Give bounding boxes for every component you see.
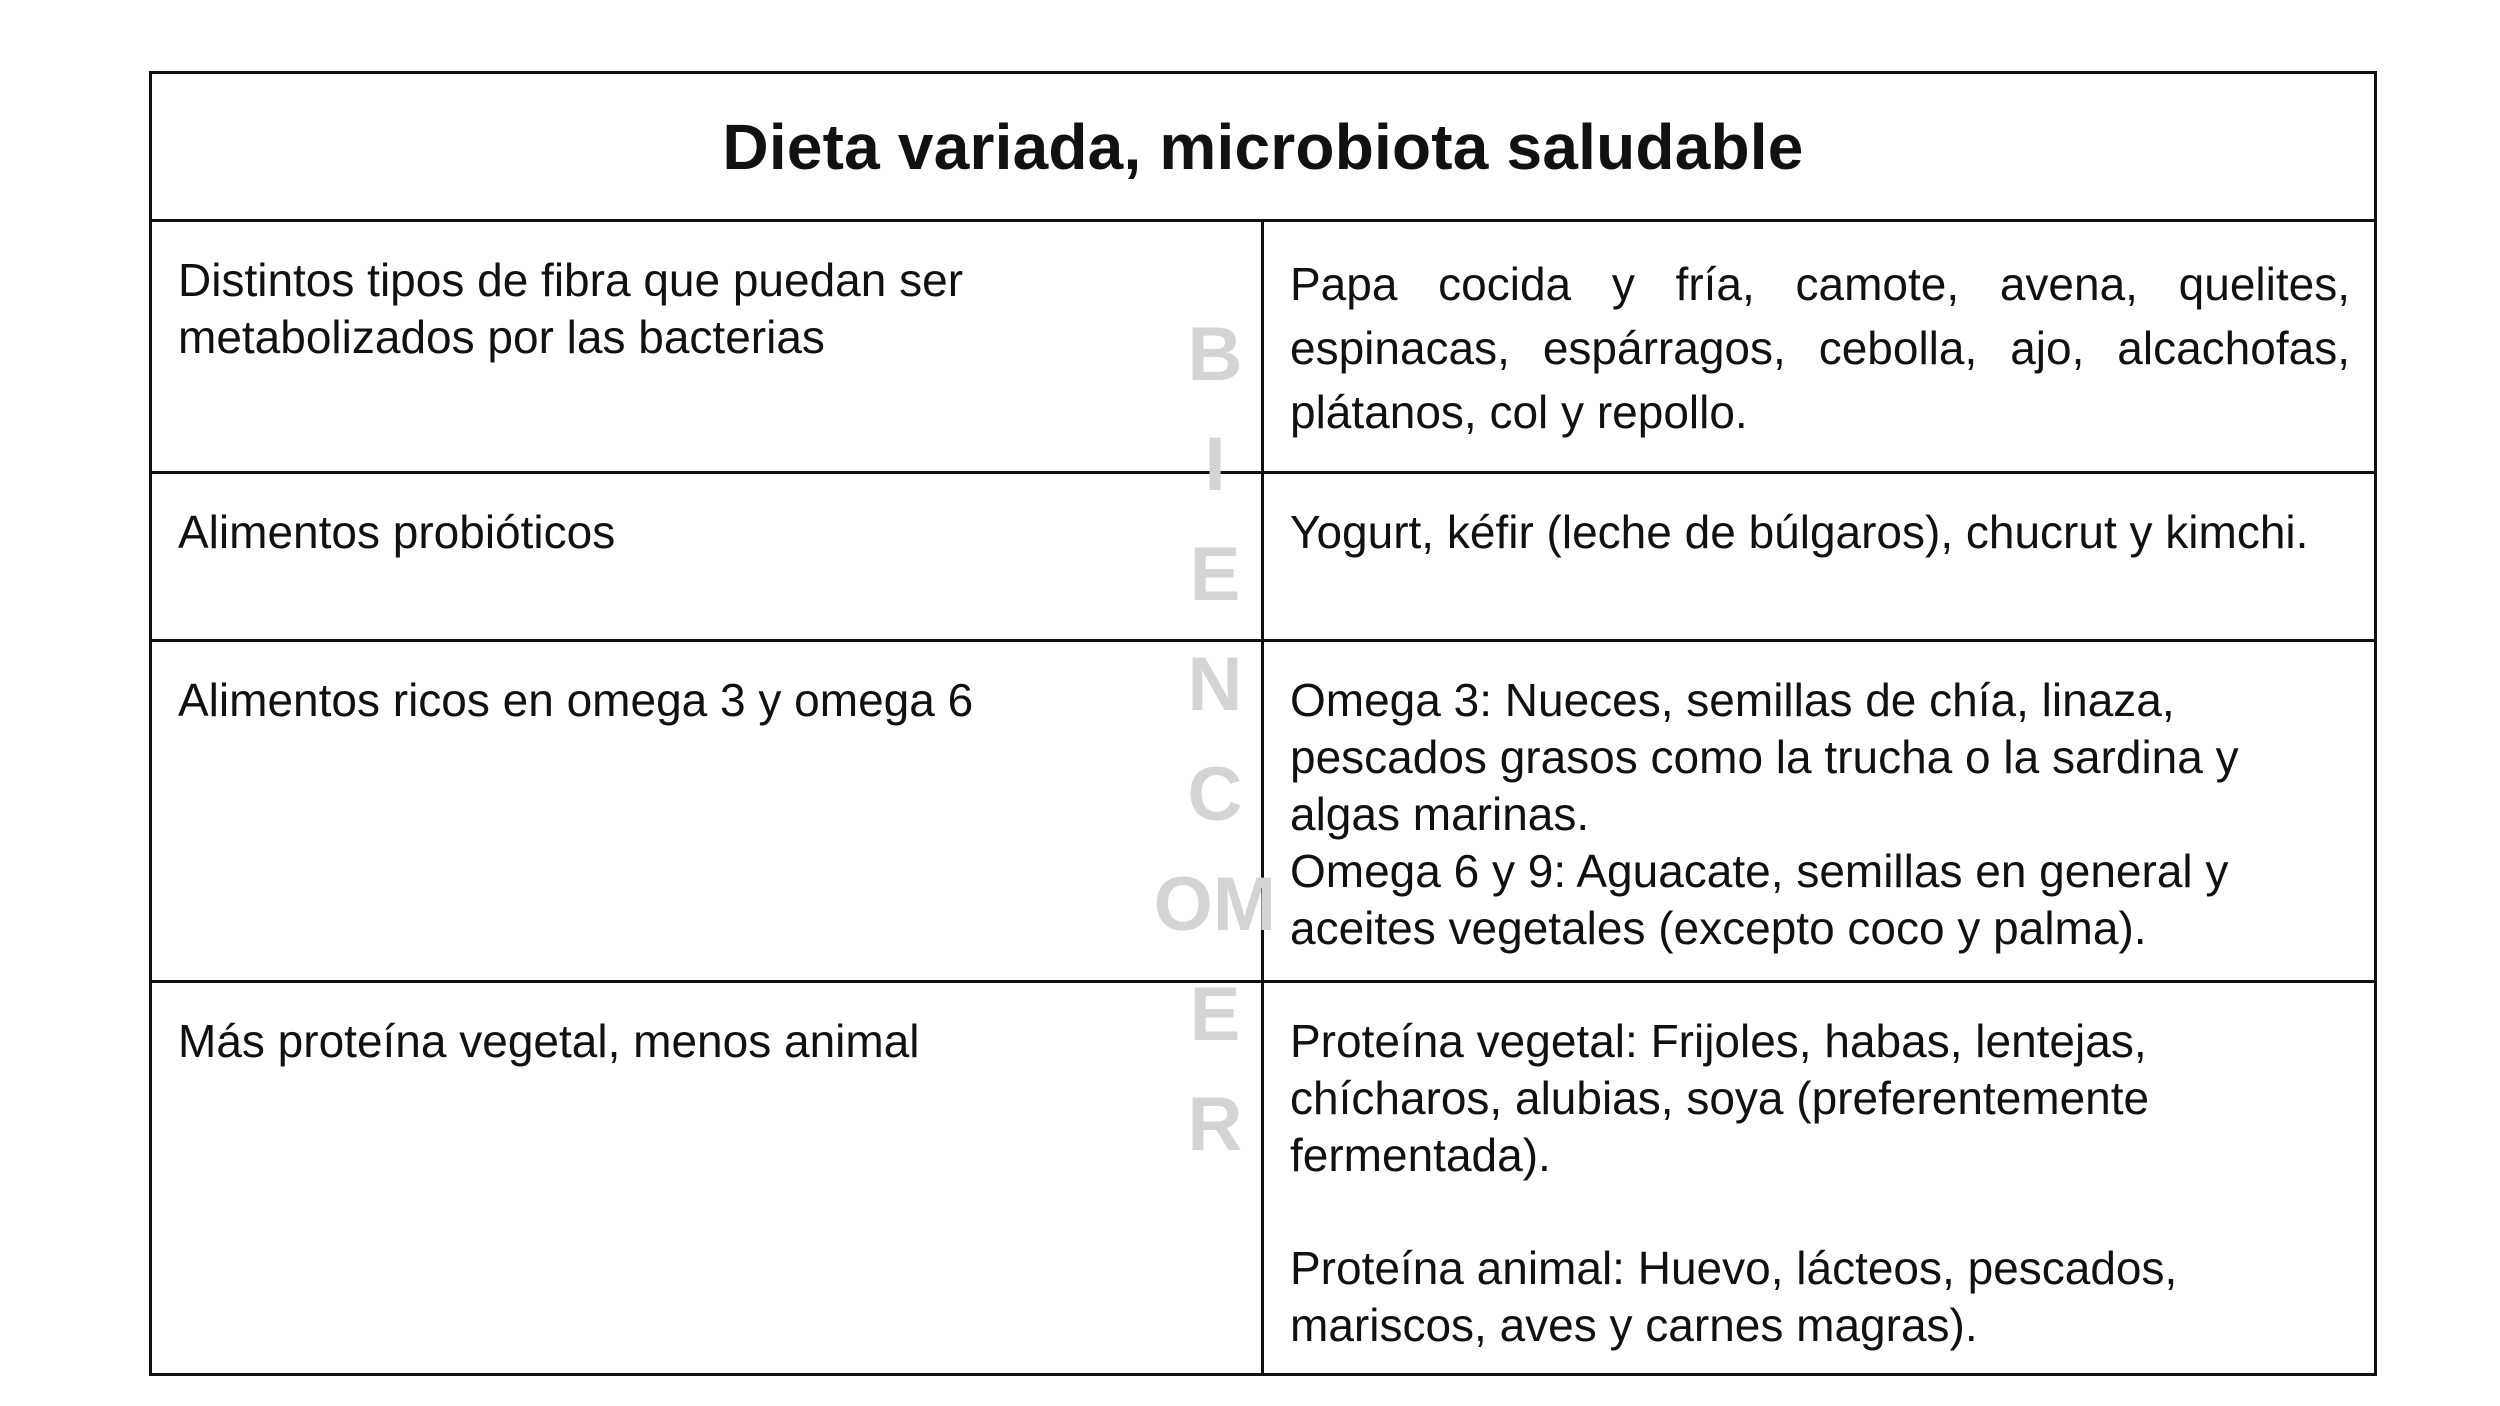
foods-cell (1264, 474, 2374, 639)
watermark-letter: I (1204, 422, 1226, 507)
table-row (152, 983, 2374, 1373)
watermark-letter: R (1187, 1082, 1243, 1167)
foods-text: Papa cocida y fría, camote, avena, quelites, espinacas, espárragos, cebolla, ajo, alcachofas, plátanos, col y repollo. (1290, 258, 2350, 438)
watermark-letter: E (1189, 532, 1241, 617)
foods-cell (1264, 222, 2374, 471)
table-row (152, 474, 2374, 642)
table-row (152, 642, 2374, 983)
watermark-letter: N (1187, 642, 1243, 727)
diet-table (149, 71, 2377, 1376)
watermark-letter: E (1189, 972, 1241, 1057)
table-title: Dieta variada, microbiota saludable (722, 110, 1804, 183)
table-header (152, 74, 2374, 222)
category-cell: Más proteína vegetal, menos animal (152, 983, 1264, 1373)
category-cell: Alimentos ricos en omega 3 y omega 6 (152, 642, 1264, 980)
foods-text-animal: Proteína animal: Huevo, lácteos, pescados, mariscos, aves y carnes magras). (1290, 1242, 2178, 1351)
foods-text-omega3: Omega 3: Nueces, semillas de chía, linaza, pescados grasos como la trucha o la sardina y algas marinas. (1290, 674, 2239, 840)
foods-text-omega6: Omega 6 y 9: Aguacate, semillas en general y aceites vegetales (excepto coco y palma). (1290, 845, 2229, 954)
table-row (152, 222, 2374, 474)
foods-text: Yogurt, kéfir (leche de búlgaros), chucrut y kimchi. (1290, 506, 2309, 558)
foods-cell (1264, 642, 2374, 980)
foods-cell (1264, 983, 2374, 1373)
watermark-letter: C (1187, 752, 1243, 837)
category-cell: Alimentos probióticos (152, 474, 1264, 639)
foods-text-vegetal: Proteína vegetal: Frijoles, habas, lentejas, chícharos, alubias, soya (preferentemente fermentada). (1290, 1015, 2150, 1181)
paragraph-gap (1290, 1184, 2350, 1240)
watermark-letter: OM (1153, 862, 1277, 947)
watermark-letter: B (1187, 312, 1243, 397)
category-cell: Distintos tipos de fibra que puedan ser metabolizados por las bacterias (152, 222, 1264, 471)
